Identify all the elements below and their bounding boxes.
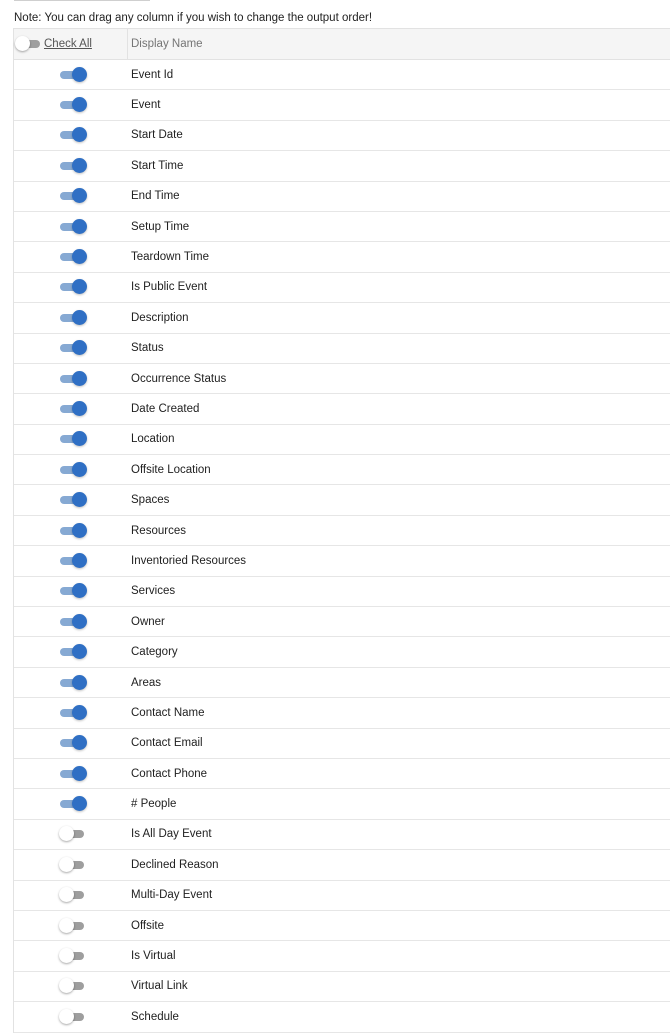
column-display-name: Date Created — [131, 402, 200, 415]
table-row[interactable] — [14, 394, 670, 424]
toggle-knob — [72, 583, 87, 598]
column-display-name: Event — [131, 99, 161, 112]
column-display-name: Offsite — [131, 919, 165, 932]
table-row[interactable] — [14, 577, 670, 607]
table-row[interactable] — [14, 789, 670, 819]
column-display-name: Teardown Time — [131, 251, 209, 264]
column-toggle[interactable] — [60, 553, 86, 569]
table-row[interactable] — [14, 90, 670, 120]
table-header — [14, 28, 670, 60]
toggle-knob — [72, 614, 87, 629]
toggle-cell — [14, 607, 128, 636]
table-row[interactable] — [14, 1002, 670, 1032]
toggle-knob — [72, 644, 87, 659]
column-toggle[interactable] — [60, 523, 86, 539]
table-row[interactable] — [14, 729, 670, 759]
column-display-name: Location — [131, 433, 175, 446]
column-display-name: Spaces — [131, 494, 170, 507]
column-display-name: Multi-Day Event — [131, 889, 213, 902]
table-row[interactable] — [14, 607, 670, 637]
column-display-name: Services — [131, 585, 176, 598]
table-row[interactable] — [14, 242, 670, 272]
toggle-knob — [72, 766, 87, 781]
toggle-cell — [14, 941, 128, 970]
toggle-knob — [72, 431, 87, 446]
toggle-knob — [72, 249, 87, 264]
toggle-cell — [14, 881, 128, 910]
toggle-knob — [72, 371, 87, 386]
toggle-cell — [14, 212, 128, 241]
column-toggle[interactable] — [60, 857, 86, 873]
table-row[interactable] — [14, 516, 670, 546]
column-toggle[interactable] — [60, 796, 86, 812]
column-display-name: Schedule — [131, 1010, 179, 1023]
toggle-knob — [72, 219, 87, 234]
column-toggle[interactable] — [60, 279, 86, 295]
toggle-cell — [14, 668, 128, 697]
column-toggle[interactable] — [60, 67, 86, 83]
column-toggle[interactable] — [60, 462, 86, 478]
drag-order-note: Note: You can drag any column if you wish to change the output order! — [14, 12, 373, 24]
toggle-cell — [14, 151, 128, 180]
columns-list — [14, 60, 670, 1033]
column-display-name: Category — [131, 646, 178, 659]
column-display-name: Declined Reason — [131, 858, 219, 871]
column-toggle[interactable] — [60, 127, 86, 143]
column-display-name: Offsite Location — [131, 463, 211, 476]
column-toggle[interactable] — [60, 371, 86, 387]
column-display-name: End Time — [131, 190, 180, 203]
toggle-knob — [72, 462, 87, 477]
check-all-cell — [14, 29, 128, 59]
display-name-header: Display Name — [131, 38, 203, 50]
table-row[interactable] — [14, 850, 670, 880]
column-display-name: Is All Day Event — [131, 828, 212, 841]
column-toggle[interactable] — [60, 675, 86, 691]
toggle-cell — [14, 1002, 128, 1031]
table-row[interactable] — [14, 941, 670, 971]
column-toggle[interactable] — [60, 766, 86, 782]
column-display-name: Resources — [131, 524, 186, 537]
table-row[interactable] — [14, 121, 670, 151]
toggle-cell — [14, 182, 128, 211]
toggle-cell — [14, 577, 128, 606]
column-toggle[interactable] — [60, 583, 86, 599]
toggle-knob — [72, 97, 87, 112]
toggle-knob — [59, 1009, 74, 1024]
column-toggle[interactable] — [60, 705, 86, 721]
toggle-knob — [72, 158, 87, 173]
toggle-knob — [72, 401, 87, 416]
column-display-name: Contact Phone — [131, 767, 208, 780]
column-toggle[interactable] — [60, 1009, 86, 1025]
column-display-name: Owner — [131, 615, 165, 628]
toggle-cell — [14, 698, 128, 727]
table-row[interactable] — [14, 425, 670, 455]
toggle-knob — [72, 279, 87, 294]
toggle-knob — [59, 857, 74, 872]
column-display-name: Event Id — [131, 68, 174, 81]
column-toggle[interactable] — [60, 249, 86, 265]
toggle-cell — [14, 759, 128, 788]
table-row[interactable] — [14, 668, 670, 698]
top-divider — [14, 0, 150, 1]
toggle-cell — [14, 394, 128, 423]
table-row[interactable] — [14, 303, 670, 333]
column-toggle[interactable] — [60, 826, 86, 842]
column-toggle[interactable] — [60, 401, 86, 417]
check-all-toggle[interactable] — [16, 36, 42, 52]
columns-table — [13, 28, 670, 1033]
column-display-name: Inventoried Resources — [131, 554, 247, 567]
toggle-cell — [14, 303, 128, 332]
table-row[interactable] — [14, 698, 670, 728]
column-display-name: Contact Name — [131, 706, 205, 719]
toggle-knob — [72, 492, 87, 507]
toggle-cell — [14, 273, 128, 302]
column-display-name: Is Virtual — [131, 950, 176, 963]
toggle-cell — [14, 729, 128, 758]
toggle-knob — [72, 523, 87, 538]
toggle-knob — [72, 127, 87, 142]
check-all-link[interactable]: Check All — [44, 38, 92, 50]
toggle-cell — [14, 60, 128, 89]
toggle-knob — [59, 887, 74, 902]
column-display-name: Occurrence Status — [131, 372, 227, 385]
toggle-knob — [59, 948, 74, 963]
column-toggle[interactable] — [60, 431, 86, 447]
table-row[interactable] — [14, 911, 670, 941]
column-display-name: Setup Time — [131, 220, 190, 233]
column-toggle[interactable] — [60, 644, 86, 660]
column-display-name: # People — [131, 798, 177, 811]
column-toggle[interactable] — [60, 614, 86, 630]
column-toggle[interactable] — [60, 188, 86, 204]
toggle-knob — [72, 735, 87, 750]
toggle-knob — [72, 675, 87, 690]
toggle-knob — [59, 978, 74, 993]
column-display-name: Contact Email — [131, 737, 203, 750]
table-row[interactable] — [14, 759, 670, 789]
column-display-name: Is Public Event — [131, 281, 208, 294]
toggle-cell — [14, 334, 128, 363]
toggle-cell — [14, 972, 128, 1001]
column-toggle[interactable] — [60, 310, 86, 326]
column-display-name: Status — [131, 342, 164, 355]
table-row[interactable] — [14, 637, 670, 667]
toggle-knob — [59, 826, 74, 841]
toggle-knob — [72, 188, 87, 203]
table-row[interactable] — [14, 485, 670, 515]
toggle-cell — [14, 455, 128, 484]
column-toggle[interactable] — [60, 918, 86, 934]
toggle-knob — [72, 67, 87, 82]
table-row[interactable] — [14, 546, 670, 576]
toggle-knob — [72, 310, 87, 325]
toggle-cell — [14, 850, 128, 879]
toggle-knob — [59, 918, 74, 933]
column-toggle[interactable] — [60, 158, 86, 174]
table-row[interactable] — [14, 182, 670, 212]
toggle-cell — [14, 911, 128, 940]
toggle-cell — [14, 90, 128, 119]
column-toggle[interactable] — [60, 340, 86, 356]
table-row[interactable] — [14, 972, 670, 1002]
toggle-cell — [14, 485, 128, 514]
column-toggle[interactable] — [60, 219, 86, 235]
toggle-cell — [14, 546, 128, 575]
column-display-name: Start Date — [131, 129, 183, 142]
column-display-name: Areas — [131, 676, 162, 689]
table-row[interactable] — [14, 60, 670, 90]
table-row[interactable] — [14, 881, 670, 911]
toggle-cell — [14, 516, 128, 545]
toggle-cell — [14, 789, 128, 818]
toggle-cell — [14, 242, 128, 271]
column-display-name: Virtual Link — [131, 980, 188, 993]
toggle-cell — [14, 820, 128, 849]
column-toggle[interactable] — [60, 97, 86, 113]
table-row[interactable] — [14, 455, 670, 485]
table-row[interactable] — [14, 212, 670, 242]
toggle-knob — [72, 705, 87, 720]
column-display-name: Description — [131, 311, 189, 324]
column-toggle[interactable] — [60, 735, 86, 751]
column-toggle[interactable] — [60, 978, 86, 994]
column-toggle[interactable] — [60, 887, 86, 903]
table-row[interactable] — [14, 273, 670, 303]
column-display-name: Start Time — [131, 159, 184, 172]
table-row[interactable] — [14, 820, 670, 850]
table-row[interactable] — [14, 334, 670, 364]
column-toggle[interactable] — [60, 492, 86, 508]
table-row[interactable] — [14, 364, 670, 394]
toggle-knob — [72, 340, 87, 355]
table-row[interactable] — [14, 151, 670, 181]
toggle-cell — [14, 364, 128, 393]
column-toggle[interactable] — [60, 948, 86, 964]
toggle-knob — [72, 553, 87, 568]
toggle-knob — [72, 796, 87, 811]
toggle-cell — [14, 121, 128, 150]
toggle-cell — [14, 637, 128, 666]
toggle-cell — [14, 425, 128, 454]
toggle-knob — [15, 36, 30, 51]
